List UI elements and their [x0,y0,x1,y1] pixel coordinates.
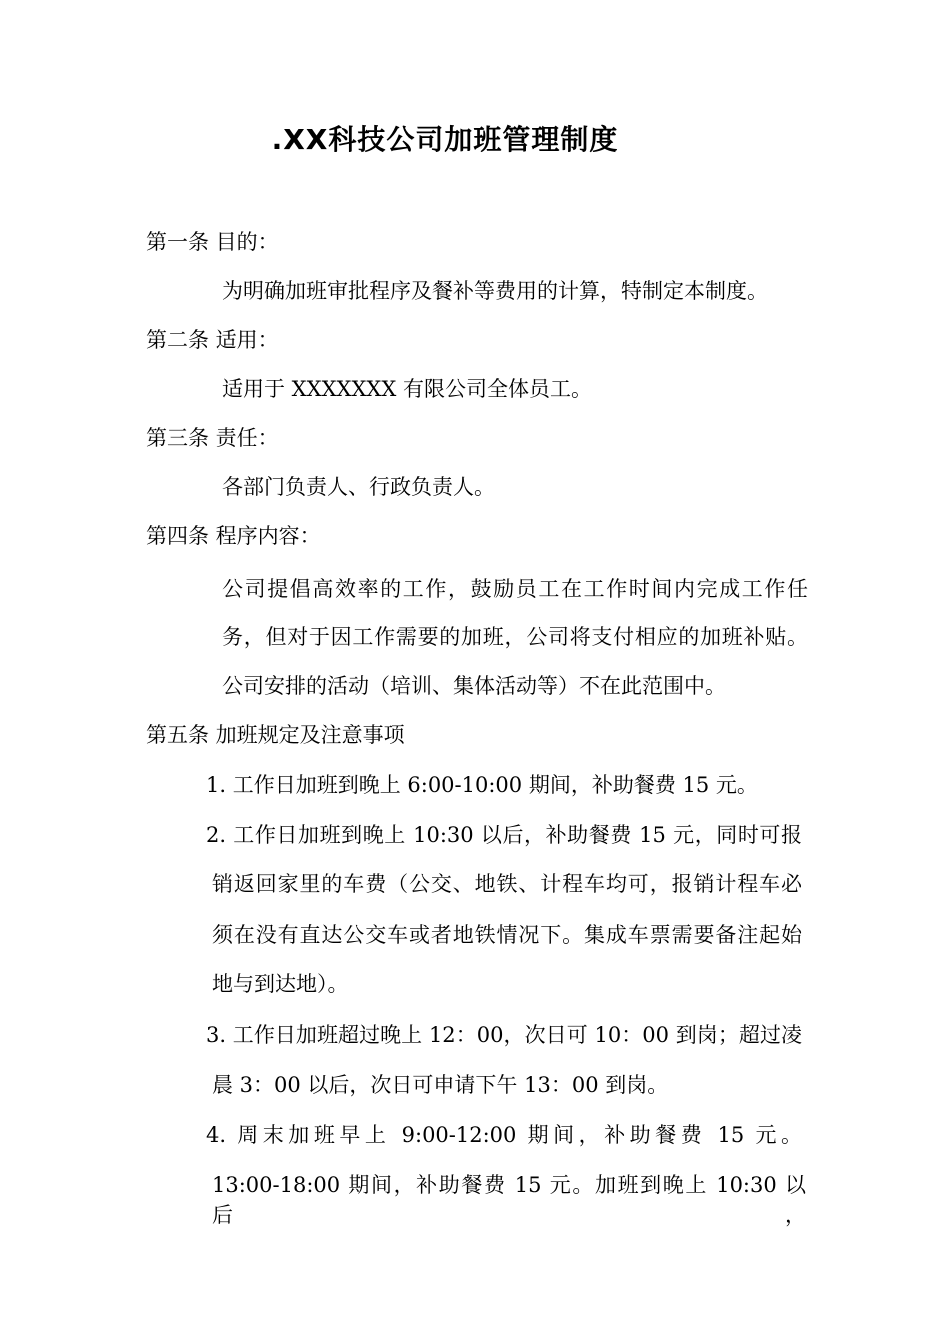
article-3-heading: 第三条 责任： [146,426,279,450]
list-item-3-line-1: 3. 工作日加班超过晚上 12：00，次日可 10：00 到岗；超过凌 [206,1023,802,1047]
article-4-text-line-3: 公司安排的活动（培训、集体活动等）不在此范围中。 [222,674,726,698]
list-item-4-line-2: 13:00-18:00 期间，补助餐费 15 元。加班到晚上 10:30 以后， [212,1173,806,1227]
article-3-text: 各部门负责人、行政负责人。 [222,475,495,499]
list-item-2-line-2: 销返回家里的车费（公交、地铁、计程车均可，报销计程车必 [212,872,802,896]
list-item-4-line-1: 4. 周末加班早上 9:00-12:00 期间，补助餐费 15 元。 [206,1123,802,1147]
article-1-text: 为明确加班审批程序及餐补等费用的计算，特制定本制度。 [222,279,768,303]
article-5-heading: 第五条 加班规定及注意事项 [146,723,405,747]
list-item-1: 1. 工作日加班到晚上 6:00-10:00 期间，补助餐费 15 元。 [206,773,758,797]
list-item-2-line-4: 地与到达地）。 [212,972,349,996]
article-2-text: 适用于 XXXXXXX 有限公司全体员工。 [222,377,593,401]
article-2-heading: 第二条 适用： [146,328,279,352]
article-4-heading: 第四条 程序内容： [146,524,321,548]
list-item-2-line-1: 2. 工作日加班到晚上 10:30 以后，补助餐费 15 元，同时可报 [206,823,802,847]
document-title: .XX科技公司加班管理制度 [271,123,619,156]
list-item-2-line-3: 须在没有直达公交车或者地铁情况下。集成车票需要备注起始 [212,923,802,947]
article-4-text-line-2: 务，但对于因工作需要的加班，公司将支付相应的加班补贴。 [222,625,808,649]
list-item-3-line-2: 晨 3：00 以后，次日可申请下午 13：00 到岗。 [212,1073,669,1097]
article-4-text-line-1: 公司提倡高效率的工作，鼓励员工在工作时间内完成工作任 [222,577,808,601]
article-1-heading: 第一条 目的： [146,230,279,254]
